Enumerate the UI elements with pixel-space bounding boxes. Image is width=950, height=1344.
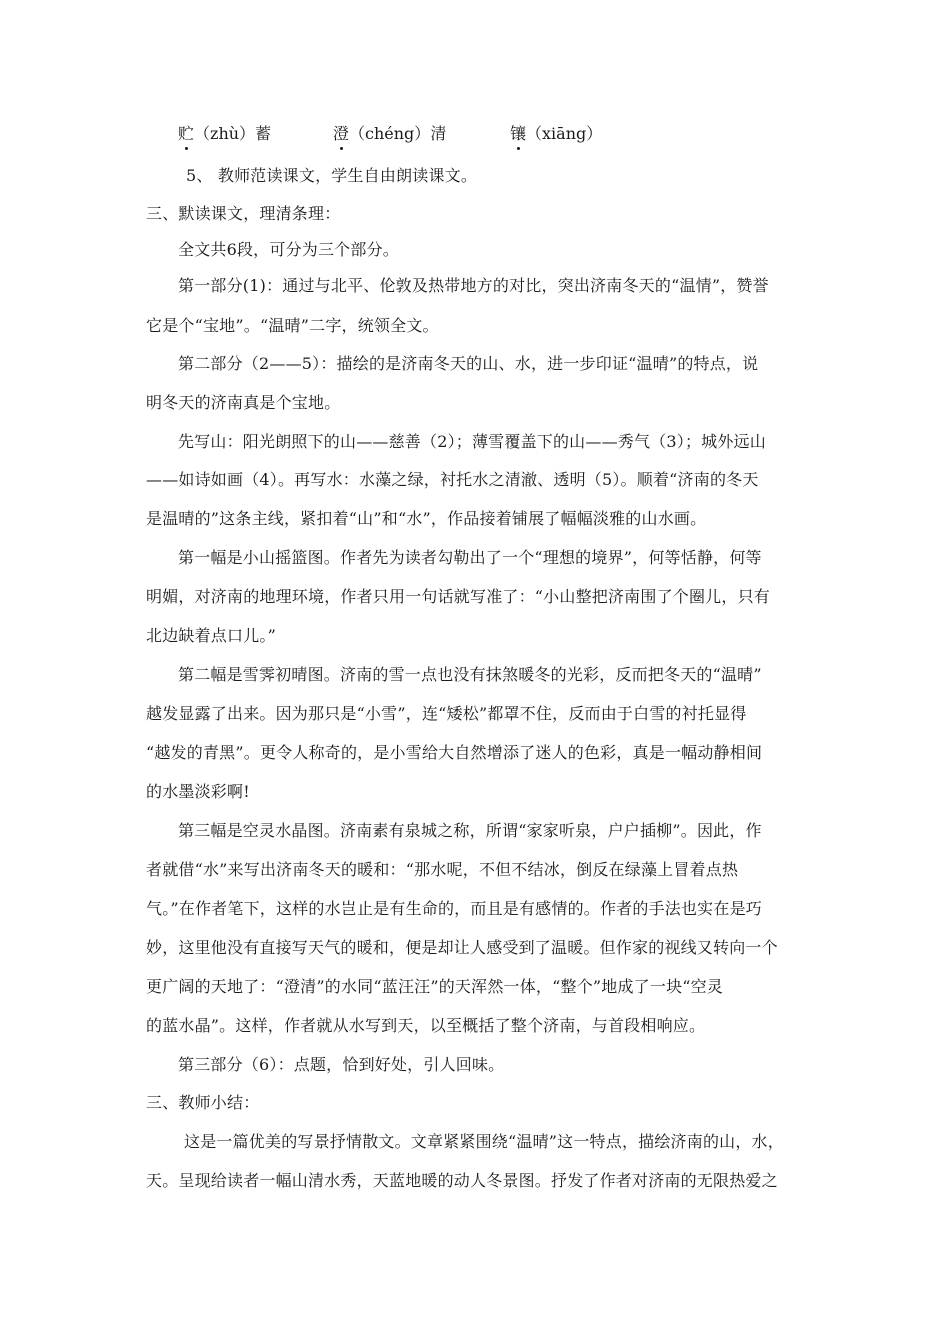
vocab-pinyin: （zhù） bbox=[194, 124, 256, 143]
text-line: 它是个“宝地”。“温晴”二字，统领全文。 bbox=[146, 316, 439, 335]
text-line: 妙，这里他没有直接写天气的暖和，便是却让人感受到了温暖。但作家的视线又转向一个 bbox=[146, 938, 778, 957]
vocab-item bbox=[510, 123, 602, 145]
text-line: 气。”在作者笔下，这样的水岂止是有生命的，而且是有感情的。作者的手法也实在是巧 bbox=[146, 899, 762, 918]
vocab-item bbox=[178, 123, 271, 145]
vocab-char: 镶 bbox=[510, 124, 527, 143]
text-line: “越发的青黑”。更令人称奇的，是小雪给大自然增添了迷人的色彩，真是一幅动静相间 bbox=[146, 743, 763, 762]
text-line: 是温晴的”这条主线，紧扣着“山”和“水”，作品接着铺展了幅幅淡雅的山水画。 bbox=[146, 509, 707, 528]
text-line: 北边缺着点口儿。” bbox=[146, 626, 276, 645]
text-line: ——如诗如画（4）。再写水：水藻之绿，衬托水之清澈、透明（5）。顺着“济南的冬天 bbox=[146, 470, 759, 489]
text-line: 第一幅是小山摇篮图。作者先为读者勾勒出了一个“理想的境界”，何等恬静，何等 bbox=[178, 548, 762, 567]
vocab-pinyin: （xiāng） bbox=[526, 124, 603, 143]
vocab-pinyin: （chéng） bbox=[349, 124, 431, 143]
text-line: 全文共6段，可分为三个部分。 bbox=[178, 240, 399, 259]
text-line: 先写山：阳光朗照下的山——慈善（2）；薄雪覆盖下的山——秀气（3）；城外远山 bbox=[178, 432, 766, 451]
vocab-char: 澄 bbox=[333, 124, 350, 143]
section-heading: 三、教师小结： bbox=[146, 1093, 260, 1112]
section-heading: 三、默读课文，理清条理： bbox=[146, 204, 341, 223]
text-line: 5、 教师范读课文，学生自由朗读课文。 bbox=[186, 166, 478, 185]
vocab-item bbox=[333, 123, 446, 145]
text-line: 天。呈现给读者一幅山清水秀，天蓝地暖的动人冬景图。抒发了作者对济南的无限热爱之 bbox=[146, 1171, 778, 1190]
text-line: 者就借“水”来写出济南冬天的暖和：“那水呢，不但不结冰，倒反在绿藻上冒着点热 bbox=[146, 860, 739, 879]
vocab-rest: 蓄 bbox=[255, 124, 272, 143]
text-line: 第三幅是空灵水晶图。济南素有泉城之称，所谓“家家听泉，户户插柳”。因此，作 bbox=[178, 821, 762, 840]
text-line: 第二部分（2——5）：描绘的是济南冬天的山、水，进一步印证“温晴”的特点，说 bbox=[178, 354, 759, 373]
text-line: 更广阔的天地了：“澄清”的水同“蓝汪汪”的天浑然一体，“整个”地成了一块“空灵 bbox=[146, 977, 724, 996]
text-line: 第二幅是雪霁初晴图。济南的雪一点也没有抹煞暖冬的光彩，反而把冬天的“温晴” bbox=[178, 665, 762, 684]
text-line: 越发显露了出来。因为那只是“小雪”，连“矮松”都罩不住，反而由于白雪的衬托显得 bbox=[146, 704, 747, 723]
vocab-char: 贮 bbox=[178, 124, 195, 143]
text-line: 明媚，对济南的地理环境，作者只用一句话就写准了：“小山整把济南围了个圈儿，只有 bbox=[146, 587, 770, 606]
text-line: 第一部分(1)：通过与北平、伦敦及热带地方的对比，突出济南冬天的“温情”，赞誉 bbox=[178, 276, 769, 295]
text-line: 的水墨淡彩啊! bbox=[146, 782, 250, 801]
vocab-rest: 清 bbox=[430, 124, 447, 143]
text-line: 明冬天的济南真是个宝地。 bbox=[146, 393, 341, 412]
text-line: 第三部分（6）：点题，恰到好处，引人回味。 bbox=[178, 1055, 505, 1074]
text-line: 的蓝水晶”。这样，作者就从水写到天，以至概括了整个济南，与首段相响应。 bbox=[146, 1016, 706, 1035]
text-line: 这是一篇优美的写景抒情散文。文章紧紧围绕“温晴”这一特点，描绘济南的山，水， bbox=[184, 1132, 784, 1151]
